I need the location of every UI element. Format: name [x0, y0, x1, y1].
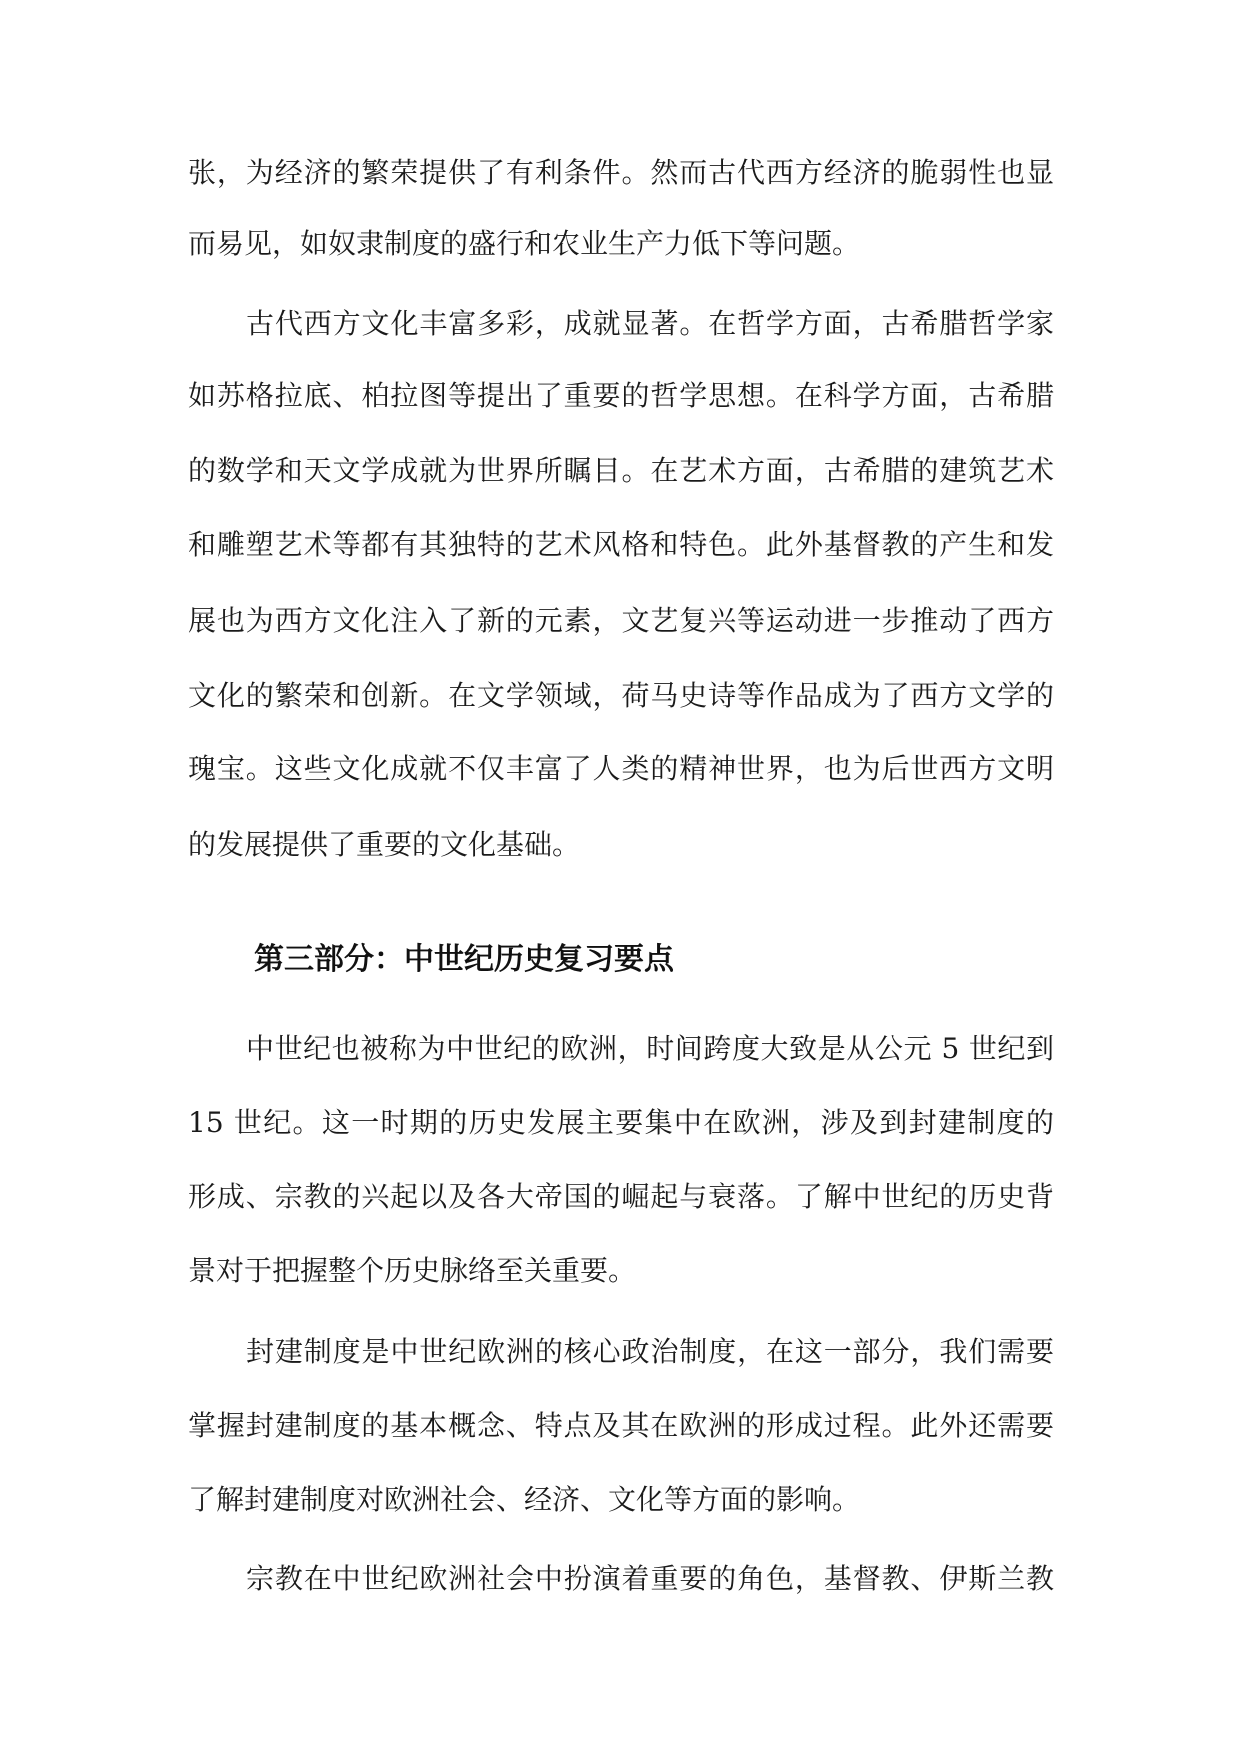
paragraph-3-line-2: 15 世纪。这一时期的历史发展主要集中在欧洲，涉及到封建制度的 — [188, 1106, 1054, 1139]
paragraph-3-line-1: 中世纪也被称为中世纪的欧洲，时间跨度大致是从公元 5 世纪到 — [246, 1032, 1054, 1065]
paragraph-1-line-1: 张，为经济的繁荣提供了有利条件。然而古代西方经济的脆弱性也显 — [188, 156, 1054, 189]
paragraph-2-line-2: 如苏格拉底、柏拉图等提出了重要的哲学思想。在科学方面，古希腊 — [188, 379, 1054, 412]
paragraph-4-line-2: 掌握封建制度的基本概念、特点及其在欧洲的形成过程。此外还需要 — [188, 1409, 1054, 1442]
paragraph-2-line-5: 展也为西方文化注入了新的元素，文艺复兴等运动进一步推动了西方 — [188, 604, 1054, 637]
paragraph-3-line-3: 形成、宗教的兴起以及各大帝国的崛起与衰落。了解中世纪的历史背 — [188, 1180, 1054, 1213]
paragraph-2-line-1: 古代西方文化丰富多彩，成就显著。在哲学方面，古希腊哲学家 — [246, 307, 1054, 340]
section-heading: 第三部分：中世纪历史复习要点 — [254, 942, 674, 977]
paragraph-2-line-4: 和雕塑艺术等都有其独特的艺术风格和特色。此外基督教的产生和发 — [188, 528, 1054, 561]
paragraph-2-line-8: 的发展提供了重要的文化基础。 — [188, 828, 581, 861]
paragraph-2-line-7: 瑰宝。这些文化成就不仅丰富了人类的精神世界，也为后世西方文明 — [188, 752, 1054, 785]
paragraph-5-line-1: 宗教在中世纪欧洲社会中扮演着重要的角色，基督教、伊斯兰教 — [246, 1562, 1054, 1595]
paragraph-4-line-1: 封建制度是中世纪欧洲的核心政治制度，在这一部分，我们需要 — [246, 1335, 1054, 1368]
paragraph-2-line-6: 文化的繁荣和创新。在文学领域，荷马史诗等作品成为了西方文学的 — [188, 679, 1054, 712]
paragraph-4-line-3: 了解封建制度对欧洲社会、经济、文化等方面的影响。 — [188, 1483, 861, 1516]
paragraph-2-line-3: 的数学和天文学成就为世界所瞩目。在艺术方面，古希腊的建筑艺术 — [188, 454, 1054, 487]
paragraph-1-line-2: 而易见，如奴隶制度的盛行和农业生产力低下等问题。 — [188, 227, 861, 260]
paragraph-3-line-4: 景对于把握整个历史脉络至关重要。 — [188, 1254, 637, 1287]
